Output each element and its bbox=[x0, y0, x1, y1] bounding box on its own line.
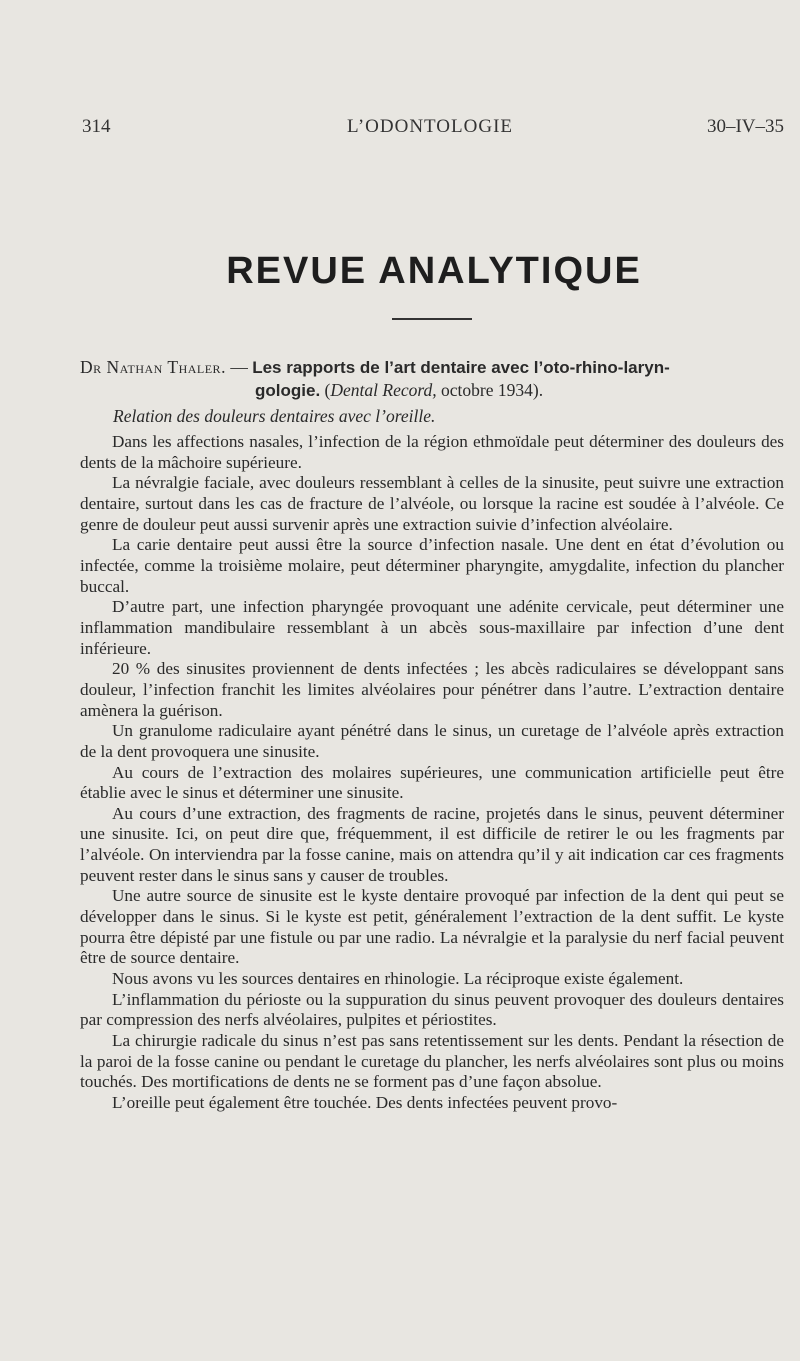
paragraph: La névralgie faciale, avec douleurs ressemblant à celles de la sinusite, peut suivre une extraction dentaire, surtout dans les cas de fracture de l’alvéole, ou lorsque la racine est soudée à l’alvéole. Ce genre de douleur peut aussi survenir après une extraction suivie d’infection alvéolaire. bbox=[80, 473, 784, 534]
article-byline bbox=[80, 356, 780, 402]
byline-line-2 bbox=[80, 379, 780, 402]
issue-date: 30–IV–35 bbox=[706, 116, 784, 137]
paragraph: La carie dentaire peut aussi être la source d’infection nasale. Une dent en état d’évolution ou infectée, comme la troisième molaire, peut déterminer pharyngite, amygdalite, infection du plancher buccal. bbox=[80, 535, 784, 596]
article-title-part1: Les rapports de l’art dentaire avec l’oto-rhino-laryn- bbox=[252, 358, 670, 377]
source-date: octobre 1934). bbox=[436, 380, 544, 400]
article-title-part2: gologie. bbox=[255, 381, 321, 400]
paragraph: Au cours d’une extraction, des fragments de racine, projetés dans le sinus, peuvent déterminer une sinusite. Ici, on peut dire que, fréquemment, il est difficile de retirer le ou les fragments par l’alvéole. On interviendra par la fosse canine, mais on attendra qu’il y ait indication car ces fragments peuvent rester dans le sinus sans y causer de troubles. bbox=[80, 803, 784, 885]
byline-dash: — bbox=[225, 357, 253, 377]
paragraph: 20 % des sinusites proviennent de dents infectées ; les abcès radiculaires se développant sans douleur, l’infection franchit les limites alvéolaires pour pénétrer dans l’autre. L’extraction dentaire amènera la guérison. bbox=[80, 659, 784, 720]
article-subheading: Relation des douleurs dentaires avec l’oreille. bbox=[113, 406, 436, 426]
divider-rule bbox=[392, 318, 472, 320]
running-head bbox=[80, 116, 784, 140]
journal-title: L’ODONTOLOGIE bbox=[346, 116, 514, 137]
article-body bbox=[80, 432, 784, 1114]
paragraph: Une autre source de sinusite est le kyste dentaire provoqué par infection de la dent qui peut se développer dans le sinus. Si le kyste est petit, généralement l’extraction de la dent suffit. Le kyste pourra être dépisté par une fistule ou par une radio. La névralgie et la paralysie du nerf facial peuvent être de source dentaire. bbox=[80, 886, 784, 968]
page-number: 314 bbox=[82, 116, 111, 137]
paragraph: Dans les affections nasales, l’infection de la région ethmoïdale peut déterminer des douleurs des dents de la mâchoire supérieure. bbox=[80, 432, 784, 472]
author-name: Dr Nathan Thaler. bbox=[80, 357, 226, 377]
source-journal: Dental Record, bbox=[330, 380, 437, 400]
paragraph: L’inflammation du périoste ou la suppuration du sinus peuvent provoquer des douleurs dentaires par compression des nerfs alvéolaires, pulpites et périostites. bbox=[80, 989, 784, 1030]
paragraph: Au cours de l’extraction des molaires supérieures, une communication artificielle peut être établie avec le sinus et déterminer une sinusite. bbox=[80, 762, 784, 803]
paragraph: La chirurgie radicale du sinus n’est pas sans retentissement sur les dents. Pendant la résection de la paroi de la fosse canine ou pendant le curetage du plancher, les nerfs alvéolaires sont plus ou moins touchés. Des mortifications de dents ne se forment pas d’une façon absolue. bbox=[80, 1031, 784, 1092]
source-open: ( bbox=[320, 380, 331, 400]
paragraph: D’autre part, une infection pharyngée provoquant une adénite cervicale, peut déterminer une inflammation mandibulaire ressemblant à un abcès sous-maxillaire par infection d’une dent inférieure. bbox=[80, 597, 784, 658]
paragraph: L’oreille peut également être touchée. Des dents infectées peuvent provo- bbox=[112, 1093, 618, 1112]
paragraph: Nous avons vu les sources dentaires en rhinologie. La réciproque existe également. bbox=[112, 969, 684, 989]
paragraph: Un granulome radiculaire ayant pénétré dans le sinus, un curetage de l’alvéole après extraction de la dent provoquera une sinusite. bbox=[80, 721, 784, 761]
section-headline: REVUE ANALYTIQUE bbox=[226, 250, 642, 292]
